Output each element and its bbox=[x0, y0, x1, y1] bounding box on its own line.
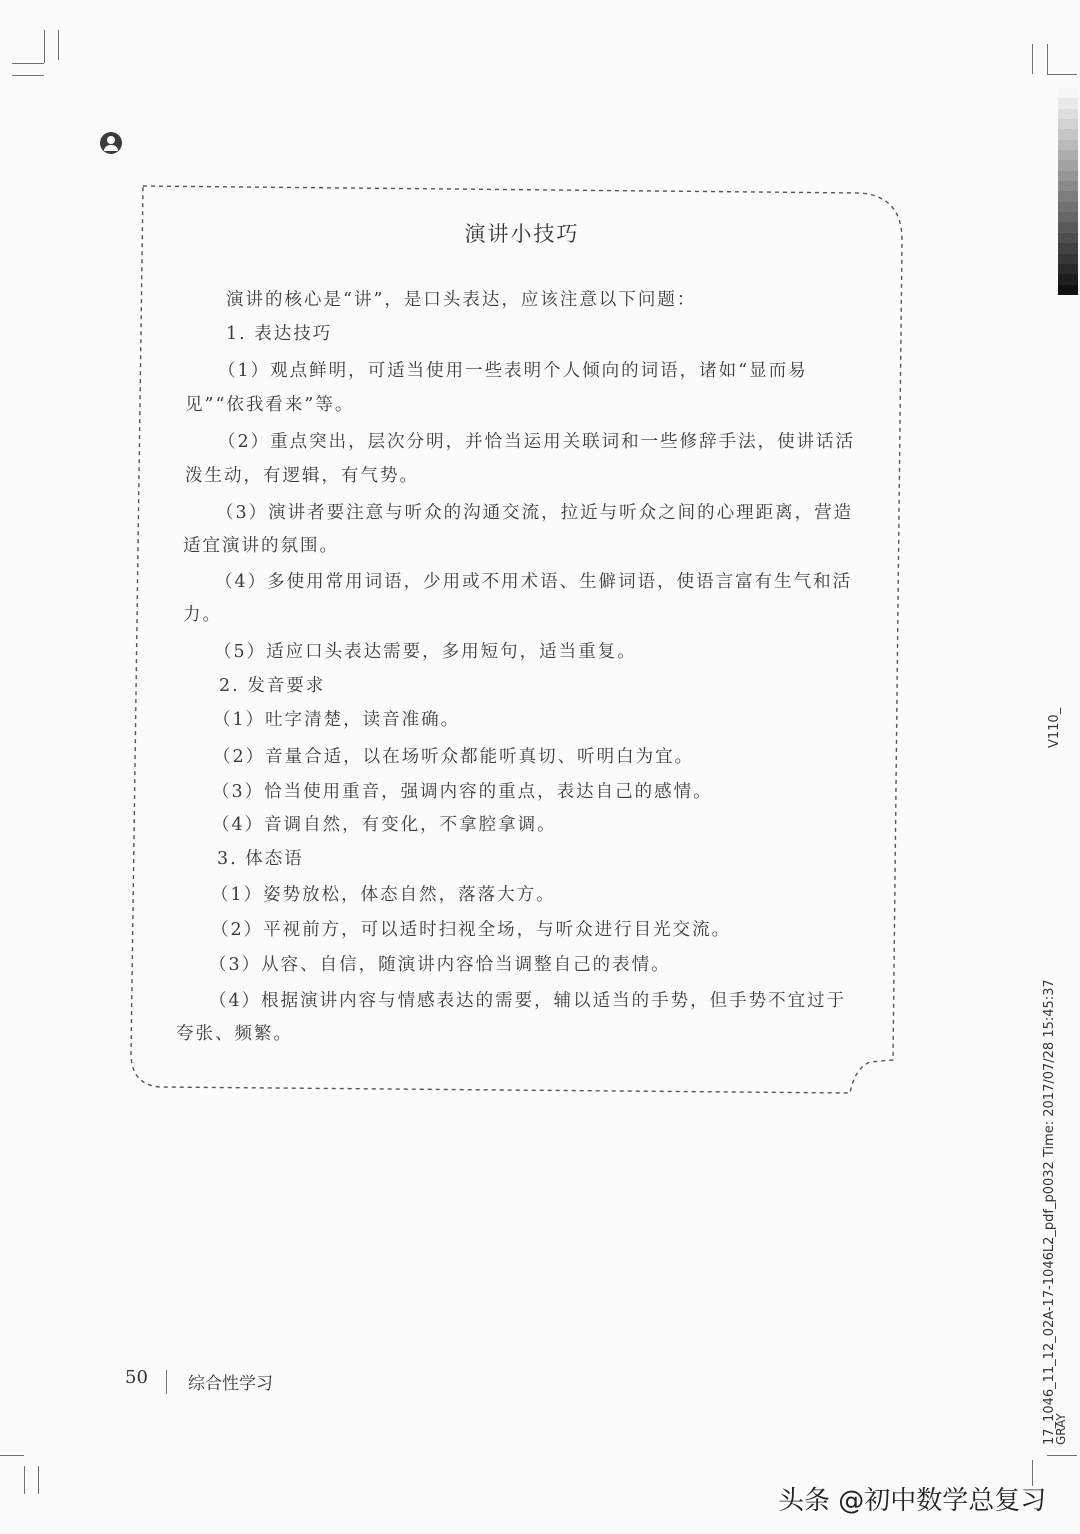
section-heading: 3. 体态语 bbox=[217, 849, 304, 869]
side-code: V110_ bbox=[1047, 707, 1062, 748]
paragraph-line: （1）姿势放松，体态自然，落落大方。 bbox=[211, 885, 556, 905]
paragraph-line: （3）演讲者要注意与听众的沟通交流，拉近与听众之间的心理距离，营造 bbox=[216, 503, 854, 523]
paragraph-line: （2）重点突出，层次分明，并恰当运用关联词和一些修辞手法，使讲话活 bbox=[218, 432, 856, 452]
paragraph-line: （4）音调自然，有变化，不拿腔拿调。 bbox=[212, 815, 557, 835]
page-number: 50 bbox=[125, 1367, 148, 1388]
paragraph-line: 夸张、频繁。 bbox=[176, 1024, 293, 1044]
side-gray-label: GRAY bbox=[1054, 1413, 1068, 1445]
paragraph-line: 力。 bbox=[183, 605, 222, 625]
section-heading: 2. 发音要求 bbox=[219, 676, 326, 696]
watermark: 头条 @初中数学总复习 bbox=[778, 1486, 1047, 1516]
paragraph-line: （2）音量合适，以在场听众都能听真切、听明白为宜。 bbox=[213, 747, 695, 767]
box-title: 演讲小技巧 bbox=[464, 222, 580, 246]
paragraph-line: 泼生动，有逻辑，有气势。 bbox=[185, 466, 419, 486]
paragraph-line: （5）适应口头表达需要，多用短句，适当重复。 bbox=[214, 642, 637, 662]
section-title: 综合性学习 bbox=[188, 1374, 273, 1394]
footer-divider bbox=[166, 1370, 167, 1394]
paragraph-line: （3）恰当使用重音，强调内容的重点，表达自己的感情。 bbox=[212, 782, 713, 802]
intro-line: 演讲的核心是“讲”，是口头表达，应该注意以下问题： bbox=[226, 290, 697, 310]
paragraph-line: （1）吐字清楚，读音准确。 bbox=[213, 710, 461, 730]
paragraph-line: 见”“依我看来”等。 bbox=[185, 395, 355, 415]
side-file-info: 17_1046_11_12_02A-17-1046L2_pdf_p0032 Time: 2017/07/28 15:45:37 bbox=[1042, 979, 1057, 1445]
paragraph-line: 适宜演讲的氛围。 bbox=[183, 536, 339, 556]
paragraph-line: （4）根据演讲内容与情感表达的需要，辅以适当的手势，但手势不宜过于 bbox=[209, 991, 847, 1011]
paragraph-line: （2）平视前方，可以适时扫视全场，与听众进行目光交流。 bbox=[211, 920, 732, 940]
paragraph-line: （1）观点鲜明，可适当使用一些表明个人倾向的词语，诸如“显而易 bbox=[218, 361, 808, 381]
section-heading: 1. 表达技巧 bbox=[226, 324, 333, 344]
paragraph-line: （3）从容、自信，随演讲内容恰当调整自己的表情。 bbox=[209, 955, 671, 975]
paragraph-line: （4）多使用常用词语，少用或不用术语、生僻词语，使语言富有生气和活 bbox=[215, 572, 853, 592]
